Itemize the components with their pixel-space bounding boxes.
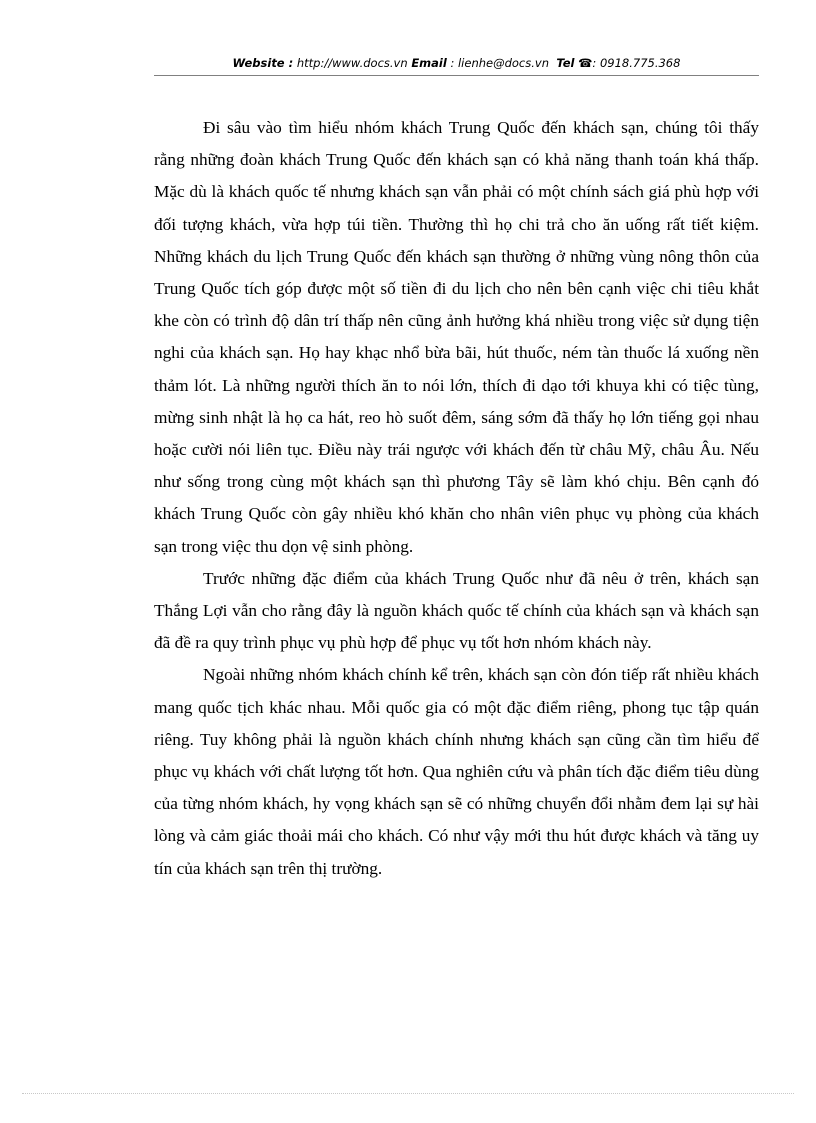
paragraph-3: Ngoài những nhóm khách chính kể trên, khách sạn còn đón tiếp rất nhiều khách mang quốc tịch khác nhau. Mỗi quốc gia có một đặc điểm riêng, phong tục tập quán riêng. Tuy không phải là nguồn khách chính nhưng khách sạn cũng cần tìm hiểu để phục vụ khách với chất lượng tốt hơn. Qua nghiên cứu và phân tích đặc điểm tiêu dùng của từng nhóm khách, hy vọng khách sạn sẽ có những chuyển đổi nhằm đem lại sự hài lòng và cảm giác thoải mái cho khách. Có như vậy mới thu hút được khách và tăng uy tín của khách sạn trên thị trường. — [154, 665, 759, 878]
paragraph-1: Đi sâu vào tìm hiểu nhóm khách Trung Quốc đến khách sạn, chúng tôi thấy rằng những đoàn khách Trung Quốc đến khách sạn có khả năng thanh toán khá thấp. Mặc dù là khách quốc tế nhưng khách sạn vẫn phải có một chính sách giá phù hợp với đối tượng khách, vừa hợp túi tiền. Thường thì họ chi trả cho ăn uống rất tiết kiệm. Những khách du lịch Trung Quốc đến khách sạn thường ở những vùng nông thôn của Trung Quốc tích góp được một số tiền đi du lịch cho nên bên cạnh việc chi tiêu khắt khe còn có trình độ dân trí thấp nên cũng ảnh hưởng khá nhiều trong việc sử dụng tiện nghi của khách sạn. Họ hay khạc nhổ bừa bãi, hút thuốc, ném tàn thuốc lá xuống nền thảm lót. Là những người thích ăn to nói lớn, thích đi dạo tới khuya khi có tiệc tùng, mừng sinh nhật là họ ca hát, reo hò suốt đêm, sáng sớm đã thấy họ lớn tiếng gọi nhau hoặc cười nói liên tục. Điều này trái ngược với khách đến từ châu Mỹ, châu Âu. Nếu như sống trong cùng một khách sạn thì phương Tây sẽ làm khó chịu. Bên cạnh đó khách Trung Quốc còn gây nhiều khó khăn cho nhân viên phục vụ phòng của khách sạn trong việc thu dọn vệ sinh phòng. — [154, 118, 759, 556]
email-value[interactable]: : lienhe@docs.vn — [450, 56, 550, 70]
header-divider — [154, 75, 759, 76]
tel-value: : 0918.775.368 — [592, 56, 681, 70]
tel-label: Tel — [556, 56, 575, 70]
document-body — [154, 112, 759, 885]
website-label: Website : — [232, 56, 294, 70]
paragraph-2: Trước những đặc điểm của khách Trung Quốc như đã nêu ở trên, khách sạn Thắng Lợi vẫn cho rằng đây là nguồn khách quốc tế chính của khách sạn và khách sạn đã đề ra quy trình phục vụ phù hợp để phục vụ tốt hơn nhóm khách này. — [154, 568, 759, 653]
page-header — [154, 56, 759, 70]
footer-divider — [22, 1093, 794, 1094]
website-url[interactable]: http://www.docs.vn — [296, 56, 408, 70]
email-label: Email — [411, 56, 447, 70]
phone-icon: ☎ — [578, 56, 593, 70]
